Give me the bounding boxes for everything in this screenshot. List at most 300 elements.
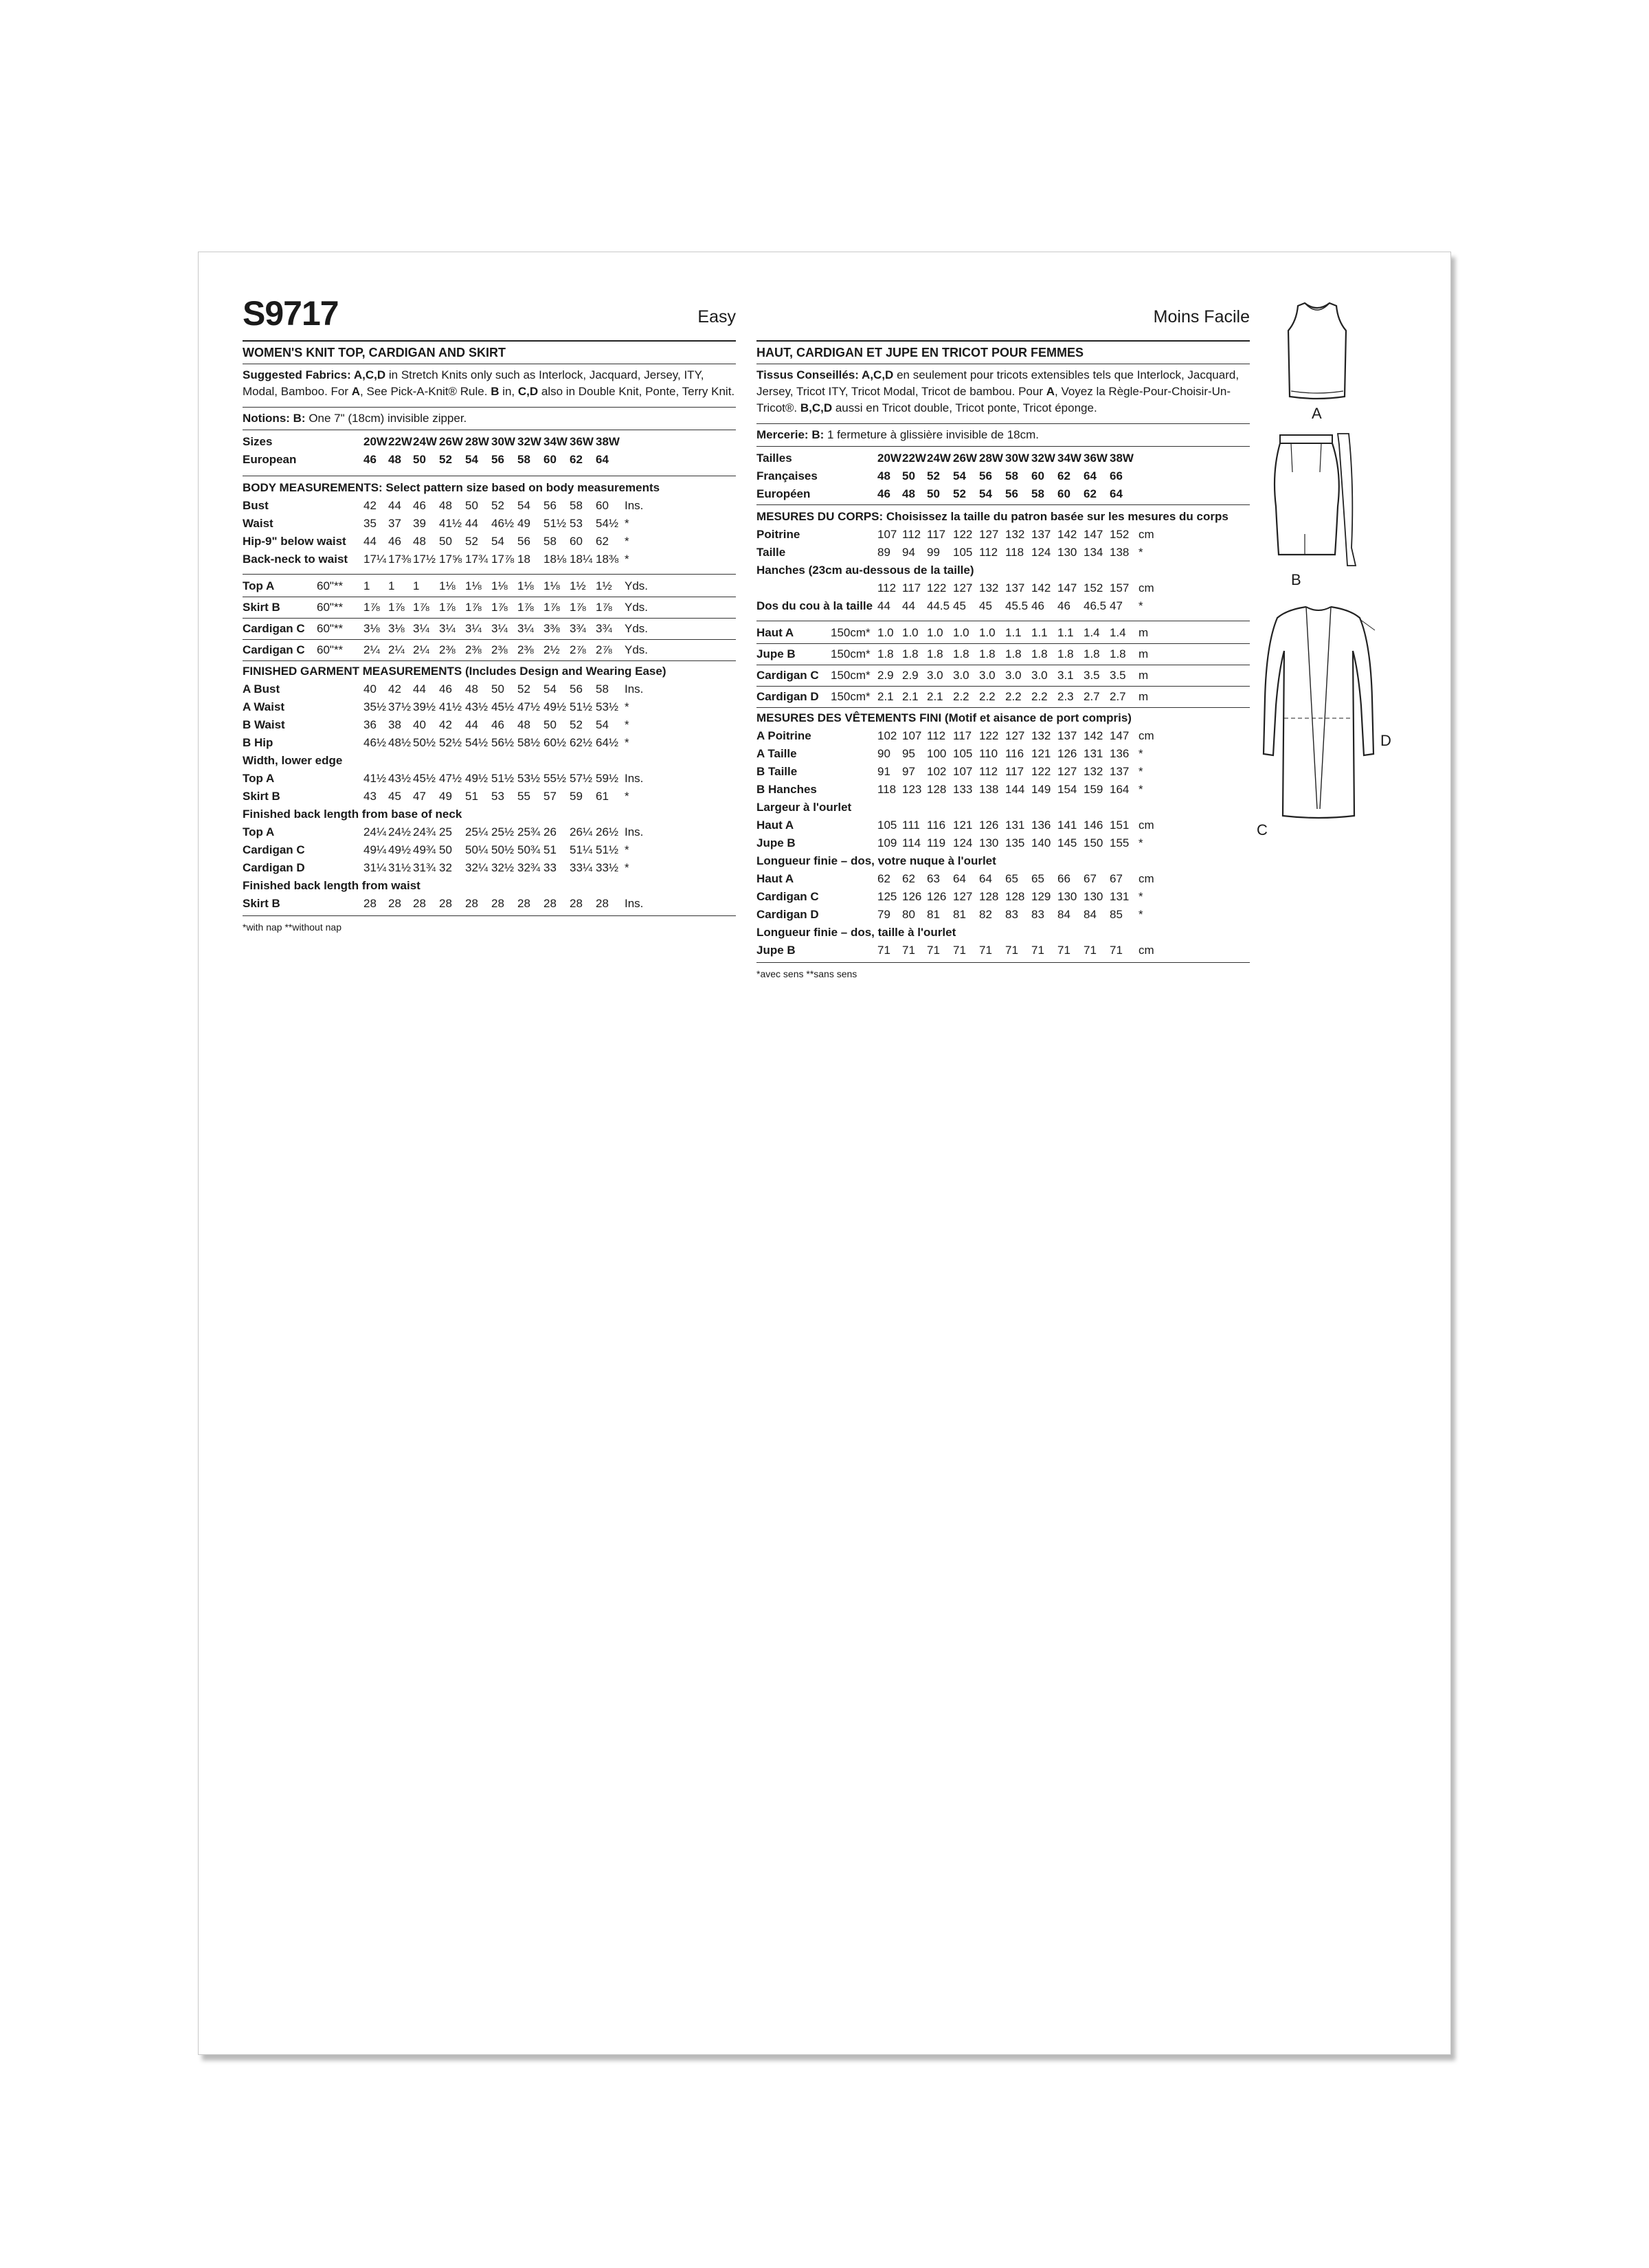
table-cell: 1.4 bbox=[1110, 626, 1126, 639]
table-cell: 1⅞ bbox=[363, 601, 380, 614]
pattern-envelope-sheet bbox=[198, 252, 1451, 2055]
table-cell: 122 bbox=[953, 528, 973, 541]
unit-cell: * bbox=[625, 861, 629, 874]
row-label: B Taille bbox=[756, 765, 798, 778]
table-cell: 3.5 bbox=[1110, 669, 1126, 682]
table-cell: 124 bbox=[953, 836, 973, 849]
unit-cell: * bbox=[625, 535, 629, 548]
table-cell: 28 bbox=[413, 897, 426, 910]
table-cell: 112 bbox=[877, 581, 897, 594]
row-label: Top A bbox=[243, 579, 275, 592]
unit-cell: cm bbox=[1138, 729, 1154, 742]
table-cell: 56½ bbox=[491, 736, 515, 749]
table-cell: 32W bbox=[1031, 452, 1055, 465]
table-cell: 45 bbox=[953, 599, 966, 612]
table-cell: 62 bbox=[902, 872, 915, 885]
table-row bbox=[243, 433, 736, 451]
table-row bbox=[756, 781, 1250, 799]
table-cell: 28 bbox=[543, 897, 557, 910]
table-cell: 25¼ bbox=[465, 825, 489, 838]
table-cell: 65 bbox=[1031, 872, 1044, 885]
table-cell: 28W bbox=[979, 452, 1003, 465]
table-cell: 125 bbox=[877, 890, 897, 903]
row-label: Jupe B bbox=[756, 647, 796, 660]
table-cell: 81 bbox=[927, 908, 940, 921]
table-cell: 124 bbox=[1031, 546, 1051, 559]
table-row bbox=[756, 645, 1250, 663]
table-cell: 42 bbox=[363, 499, 377, 512]
table-cell: 45½ bbox=[491, 700, 515, 713]
unit-cell: cm bbox=[1138, 528, 1154, 541]
unit-cell: * bbox=[1138, 836, 1143, 849]
table-cell: 1½ bbox=[570, 579, 586, 592]
section-header: Finished back length from waist bbox=[243, 879, 420, 892]
table-cell: 71 bbox=[1031, 944, 1044, 957]
row-label: B Hip bbox=[243, 736, 273, 749]
fabric-width: 60"** bbox=[317, 622, 344, 635]
unit-cell: m bbox=[1138, 690, 1149, 703]
table-cell: 31½ bbox=[388, 861, 412, 874]
table-row bbox=[243, 641, 736, 659]
table-cell: 131 bbox=[1084, 747, 1103, 760]
table-cell: 150 bbox=[1084, 836, 1103, 849]
table-cell: 24½ bbox=[388, 825, 412, 838]
table-cell: 2⅞ bbox=[570, 643, 586, 656]
table-cell: 54 bbox=[953, 469, 966, 482]
table-cell: 121 bbox=[1031, 747, 1051, 760]
table-cell: 1 bbox=[363, 579, 370, 592]
table-cell: 3⅛ bbox=[388, 622, 405, 635]
table-cell: 136 bbox=[1110, 747, 1130, 760]
table-row bbox=[243, 577, 736, 595]
table-cell: 26½ bbox=[596, 825, 619, 838]
section-header: Finished back length from base of neck bbox=[243, 808, 462, 821]
table-cell: 1.8 bbox=[1084, 647, 1100, 660]
table-row bbox=[243, 515, 736, 533]
table-row bbox=[243, 497, 736, 515]
table-cell: 2.2 bbox=[979, 690, 996, 703]
table-row bbox=[756, 485, 1250, 503]
unit-cell: * bbox=[1138, 890, 1143, 903]
table-cell: 62½ bbox=[570, 736, 593, 749]
table-cell: 26 bbox=[543, 825, 557, 838]
unit-cell: * bbox=[1138, 765, 1143, 778]
table-cell: 46 bbox=[388, 535, 401, 548]
table-cell: 41½ bbox=[363, 772, 387, 785]
table-cell: 22W bbox=[902, 452, 926, 465]
table-cell: 1.0 bbox=[902, 626, 919, 639]
table-cell: 46½ bbox=[491, 517, 515, 530]
view-label-d: D bbox=[1380, 732, 1391, 749]
table-cell: 71 bbox=[1084, 944, 1097, 957]
table-cell: 2.1 bbox=[927, 690, 943, 703]
view-label-c: C bbox=[1257, 821, 1268, 838]
table-cell: 127 bbox=[953, 581, 973, 594]
table-cell: 1⅛ bbox=[543, 579, 560, 592]
table-cell: 54 bbox=[596, 718, 609, 731]
table-cell: 1⅞ bbox=[388, 601, 405, 614]
table-cell: 45 bbox=[388, 790, 401, 803]
table-row bbox=[756, 834, 1250, 852]
unit-cell: * bbox=[1138, 747, 1143, 760]
table-cell: 32W bbox=[517, 435, 541, 448]
table-cell: 126 bbox=[979, 819, 999, 832]
unit-cell: Ins. bbox=[625, 499, 644, 512]
table-cell: 43 bbox=[363, 790, 377, 803]
table-cell: 130 bbox=[979, 836, 999, 849]
table-cell: 52 bbox=[491, 499, 504, 512]
table-cell: 44 bbox=[465, 517, 478, 530]
table-cell: 33 bbox=[543, 861, 557, 874]
table-cell: 84 bbox=[1084, 908, 1097, 921]
table-cell: 56 bbox=[517, 535, 530, 548]
table-cell: 24W bbox=[413, 435, 437, 448]
unit-cell: m bbox=[1138, 626, 1149, 639]
table-cell: 66 bbox=[1110, 469, 1123, 482]
table-cell: 48 bbox=[902, 487, 915, 500]
unit-cell: * bbox=[1138, 546, 1143, 559]
table-cell: 17⅜ bbox=[388, 553, 412, 566]
table-cell: 50 bbox=[465, 499, 478, 512]
table-cell: 151 bbox=[1110, 819, 1130, 832]
table-cell: 132 bbox=[979, 581, 999, 594]
unit-cell: Yds. bbox=[625, 622, 649, 635]
table-cell: 62 bbox=[1057, 469, 1070, 482]
cardigan-cd-icon bbox=[1257, 603, 1380, 830]
table-cell: 116 bbox=[1005, 747, 1024, 760]
table-cell: 142 bbox=[1031, 581, 1051, 594]
table-cell: 2.9 bbox=[902, 669, 919, 682]
table-cell: 41½ bbox=[439, 700, 462, 713]
table-cell: 142 bbox=[1084, 729, 1103, 742]
table-cell: 42 bbox=[388, 682, 401, 696]
garment-illustrations bbox=[1257, 300, 1435, 1029]
unit-cell: m bbox=[1138, 669, 1149, 682]
table-row bbox=[756, 526, 1250, 544]
table-cell: 58 bbox=[570, 499, 583, 512]
table-cell: 118 bbox=[877, 783, 897, 796]
fabric-width: 150cm* bbox=[831, 626, 871, 639]
table-cell: 123 bbox=[902, 783, 922, 796]
table-cell: 1.1 bbox=[1005, 626, 1022, 639]
table-cell: 1.8 bbox=[1005, 647, 1022, 660]
pattern-title: HAUT, CARDIGAN ET JUPE EN TRICOT POUR FEMMES bbox=[756, 346, 1084, 359]
table-cell: 35 bbox=[363, 517, 377, 530]
table-cell: 50½ bbox=[413, 736, 436, 749]
table-cell: 82 bbox=[979, 908, 992, 921]
table-cell: 1⅞ bbox=[465, 601, 482, 614]
table-cell: 56 bbox=[570, 682, 583, 696]
table-cell: 45.5 bbox=[1005, 599, 1029, 612]
unit-cell: cm bbox=[1138, 872, 1154, 885]
row-label: B Waist bbox=[243, 718, 285, 731]
table-cell: 3.0 bbox=[927, 669, 943, 682]
table-cell: 60 bbox=[543, 453, 557, 466]
table-cell: 62 bbox=[877, 872, 890, 885]
table-cell: 138 bbox=[979, 783, 999, 796]
table-cell: 35½ bbox=[363, 700, 387, 713]
table-cell: 28 bbox=[388, 897, 401, 910]
row-label: Européen bbox=[756, 487, 811, 500]
table-cell: 132 bbox=[1031, 729, 1051, 742]
difficulty-label: Easy bbox=[697, 307, 736, 326]
table-cell: 28 bbox=[363, 897, 377, 910]
table-cell: 51¼ bbox=[570, 843, 593, 856]
table-cell: 110 bbox=[979, 747, 998, 760]
table-cell: 112 bbox=[902, 528, 921, 541]
table-cell: 17⅞ bbox=[491, 553, 515, 566]
table-cell: 46 bbox=[1031, 599, 1044, 612]
back-length-waist bbox=[243, 895, 736, 913]
table-cell: 22W bbox=[388, 435, 412, 448]
table-cell: 17¾ bbox=[465, 553, 489, 566]
table-cell: 79 bbox=[877, 908, 890, 921]
table-cell: 127 bbox=[979, 528, 999, 541]
table-cell: 3¾ bbox=[596, 622, 612, 635]
row-label: Bust bbox=[243, 499, 269, 512]
table-cell: 56 bbox=[1005, 487, 1018, 500]
table-cell: 112 bbox=[979, 765, 998, 778]
table-cell: 1⅛ bbox=[439, 579, 456, 592]
table-cell: 20W bbox=[363, 435, 388, 448]
table-cell: 52 bbox=[953, 487, 966, 500]
table-cell: 3.0 bbox=[979, 669, 996, 682]
table-cell: 131 bbox=[1110, 890, 1130, 903]
footnote: *with nap **without nap bbox=[243, 922, 341, 933]
table-cell: 137 bbox=[1031, 528, 1051, 541]
table-cell: 71 bbox=[902, 944, 915, 957]
table-cell: 63 bbox=[927, 872, 940, 885]
row-label: Cardigan C bbox=[756, 669, 819, 682]
table-cell: 50 bbox=[413, 453, 426, 466]
table-cell: 114 bbox=[902, 836, 921, 849]
table-cell: 40 bbox=[363, 682, 377, 696]
table-cell: 33¼ bbox=[570, 861, 593, 874]
table-cell: 50 bbox=[439, 535, 452, 548]
table-cell: 49½ bbox=[543, 700, 567, 713]
table-cell: 128 bbox=[979, 890, 999, 903]
table-cell: 32½ bbox=[491, 861, 515, 874]
table-cell: 84 bbox=[1057, 908, 1070, 921]
table-row bbox=[756, 667, 1250, 685]
suggested-fabrics: Tissus Conseillés: A,C,D en seulement pour tricots extensibles tels que Interlock, Jacquard, Jersey, Tricot ITY, Tricot Modal, Tricot de bambou. Pour A, Voyez la Règle-Pour-Choisir-Un-Tricot®. B,C,D aussi en Tricot double, Tricot ponte, Tricot éponge. bbox=[756, 368, 1239, 414]
table-cell: 57½ bbox=[570, 772, 593, 785]
table-cell: 135 bbox=[1005, 836, 1025, 849]
table-cell: 46½ bbox=[363, 736, 387, 749]
row-label: Cardigan C bbox=[243, 622, 305, 635]
unit-cell: m bbox=[1138, 647, 1149, 660]
table-cell: 2.7 bbox=[1110, 690, 1126, 703]
divider bbox=[756, 962, 1250, 963]
table-cell: 31¼ bbox=[363, 861, 387, 874]
table-cell: 117 bbox=[1005, 765, 1024, 778]
table-cell: 105 bbox=[953, 546, 973, 559]
table-cell: 2⅜ bbox=[491, 643, 508, 656]
table-cell: 71 bbox=[953, 944, 966, 957]
body-measurements bbox=[756, 526, 1250, 562]
table-row bbox=[243, 859, 736, 877]
table-row bbox=[756, 942, 1250, 959]
table-row bbox=[756, 544, 1250, 562]
table-cell: 36 bbox=[363, 718, 377, 731]
notions: Notions: B: One 7" (18cm) invisible zipper. bbox=[243, 412, 467, 425]
table-cell: 102 bbox=[927, 765, 947, 778]
table-cell: 90 bbox=[877, 747, 890, 760]
table-cell: 58½ bbox=[517, 736, 541, 749]
table-cell: 52 bbox=[927, 469, 940, 482]
table-cell: 54½ bbox=[465, 736, 489, 749]
table-cell: 34W bbox=[1057, 452, 1081, 465]
table-cell: 59½ bbox=[596, 772, 619, 785]
unit-cell: * bbox=[625, 553, 629, 566]
table-cell: 28 bbox=[570, 897, 583, 910]
table-cell: 50 bbox=[491, 682, 504, 696]
table-cell: 58 bbox=[543, 535, 557, 548]
width-lower-edge bbox=[243, 770, 736, 805]
table-cell: 48 bbox=[517, 718, 530, 731]
table-cell: 44 bbox=[465, 718, 478, 731]
table-cell: 53½ bbox=[517, 772, 541, 785]
table-cell: 48 bbox=[877, 469, 890, 482]
table-cell: 134 bbox=[1084, 546, 1103, 559]
table-cell: 141 bbox=[1057, 819, 1077, 832]
table-cell: 60 bbox=[596, 499, 609, 512]
yardage-table bbox=[243, 577, 736, 661]
table-cell: 64 bbox=[596, 453, 609, 466]
row-label: Cardigan C bbox=[243, 643, 305, 656]
table-cell: 1⅛ bbox=[465, 579, 482, 592]
unit-cell: * bbox=[625, 736, 629, 749]
table-cell: 117 bbox=[953, 729, 972, 742]
table-cell: 49 bbox=[517, 517, 530, 530]
table-cell: 137 bbox=[1005, 581, 1025, 594]
unit-cell: Yds. bbox=[625, 643, 649, 656]
row-label: Poitrine bbox=[756, 528, 800, 541]
table-cell: 3.1 bbox=[1057, 669, 1074, 682]
divider bbox=[243, 660, 736, 661]
pattern-code: S9717 bbox=[243, 294, 339, 333]
table-cell: 64 bbox=[1110, 487, 1123, 500]
table-cell: 58 bbox=[596, 682, 609, 696]
section-header: FINISHED GARMENT MEASUREMENTS (Includes Design and Wearing Ease) bbox=[243, 665, 666, 678]
row-label: Sizes bbox=[243, 435, 273, 448]
row-label: Top A bbox=[243, 825, 275, 838]
table-cell: 130 bbox=[1084, 890, 1103, 903]
table-row bbox=[756, 597, 1250, 615]
table-row bbox=[243, 770, 736, 788]
divider bbox=[243, 915, 736, 916]
unit-cell: Yds. bbox=[625, 601, 649, 614]
table-cell: 50 bbox=[439, 843, 452, 856]
table-cell: 136 bbox=[1031, 819, 1051, 832]
table-cell: 47½ bbox=[439, 772, 462, 785]
table-cell: 1.8 bbox=[1031, 647, 1048, 660]
table-cell: 52½ bbox=[439, 736, 462, 749]
row-label: European bbox=[243, 453, 297, 466]
table-row bbox=[243, 551, 736, 568]
table-cell: 50¼ bbox=[465, 843, 489, 856]
section-header: Longueur finie – dos, taille à l'ourlet bbox=[756, 926, 956, 939]
table-cell: 62 bbox=[570, 453, 583, 466]
table-cell: 60 bbox=[1057, 487, 1070, 500]
row-label: Haut A bbox=[756, 819, 794, 832]
table-cell: 48 bbox=[465, 682, 478, 696]
table-cell: 26W bbox=[953, 452, 977, 465]
table-cell: 3⅛ bbox=[363, 622, 380, 635]
row-label: Jupe B bbox=[756, 836, 796, 849]
divider bbox=[756, 446, 1250, 447]
divider bbox=[756, 707, 1250, 708]
table-cell: 126 bbox=[927, 890, 947, 903]
unit-cell: * bbox=[625, 517, 629, 530]
table-cell: 39 bbox=[413, 517, 426, 530]
table-cell: 64 bbox=[979, 872, 992, 885]
row-label: Jupe B bbox=[756, 944, 796, 957]
table-cell: 121 bbox=[953, 819, 973, 832]
table-cell: 1⅞ bbox=[439, 601, 456, 614]
table-cell: 36W bbox=[1084, 452, 1108, 465]
table-cell: 44 bbox=[388, 499, 401, 512]
size-table bbox=[756, 449, 1250, 503]
table-cell: 1⅛ bbox=[491, 579, 508, 592]
table-cell: 145 bbox=[1057, 836, 1077, 849]
table-cell: 85 bbox=[1110, 908, 1123, 921]
notions: Mercerie: B: 1 fermeture à glissière invisible de 18cm. bbox=[756, 428, 1040, 441]
table-cell: 147 bbox=[1110, 729, 1130, 742]
unit-cell: Ins. bbox=[625, 682, 644, 696]
table-cell: 58 bbox=[517, 453, 530, 466]
table-cell: 30W bbox=[1005, 452, 1029, 465]
table-cell: 1⅞ bbox=[570, 601, 586, 614]
table-cell: 52 bbox=[570, 718, 583, 731]
table-cell: 26W bbox=[439, 435, 463, 448]
table-cell: 39½ bbox=[413, 700, 436, 713]
table-cell: 2.2 bbox=[1031, 690, 1048, 703]
difficulty-label: Moins Facile bbox=[1153, 307, 1250, 326]
row-label: A Poitrine bbox=[756, 729, 811, 742]
table-cell: 58 bbox=[1005, 469, 1018, 482]
table-cell: 155 bbox=[1110, 836, 1130, 849]
row-label: B Hanches bbox=[756, 783, 817, 796]
table-cell: 67 bbox=[1110, 872, 1123, 885]
table-cell: 126 bbox=[902, 890, 922, 903]
table-cell: 1⅞ bbox=[596, 601, 612, 614]
suggested-fabrics: Suggested Fabrics: A,C,D in Stretch Knits only such as Interlock, Jacquard, Jersey, ITY, Modal, Bamboo. For A, See Pick-A-Knit® Rule. B in, C,D also in Double Knit, Ponte, Terry Knit. bbox=[243, 368, 735, 398]
table-cell: 48½ bbox=[388, 736, 412, 749]
table-cell: 53 bbox=[570, 517, 583, 530]
table-cell: 126 bbox=[1057, 747, 1077, 760]
section-header: MESURES DU CORPS: Choisissez la taille du patron basée sur les mesures du corps bbox=[756, 510, 1229, 523]
table-cell: 37½ bbox=[388, 700, 412, 713]
table-cell: 48 bbox=[439, 499, 452, 512]
table-cell: 3¼ bbox=[413, 622, 429, 635]
table-cell: 47 bbox=[413, 790, 426, 803]
divider bbox=[756, 504, 1250, 505]
table-row bbox=[243, 533, 736, 551]
table-cell: 112 bbox=[979, 546, 998, 559]
table-cell: 116 bbox=[927, 819, 946, 832]
table-cell: 144 bbox=[1005, 783, 1025, 796]
table-cell: 17½ bbox=[413, 553, 436, 566]
table-cell: 107 bbox=[953, 765, 973, 778]
table-cell: 46.5 bbox=[1084, 599, 1107, 612]
table-cell: 154 bbox=[1057, 783, 1077, 796]
divider bbox=[756, 686, 1250, 687]
table-cell: 65 bbox=[1005, 872, 1018, 885]
back-length-neck bbox=[756, 870, 1250, 924]
table-cell: 51½ bbox=[596, 843, 619, 856]
table-cell: 1.0 bbox=[953, 626, 969, 639]
